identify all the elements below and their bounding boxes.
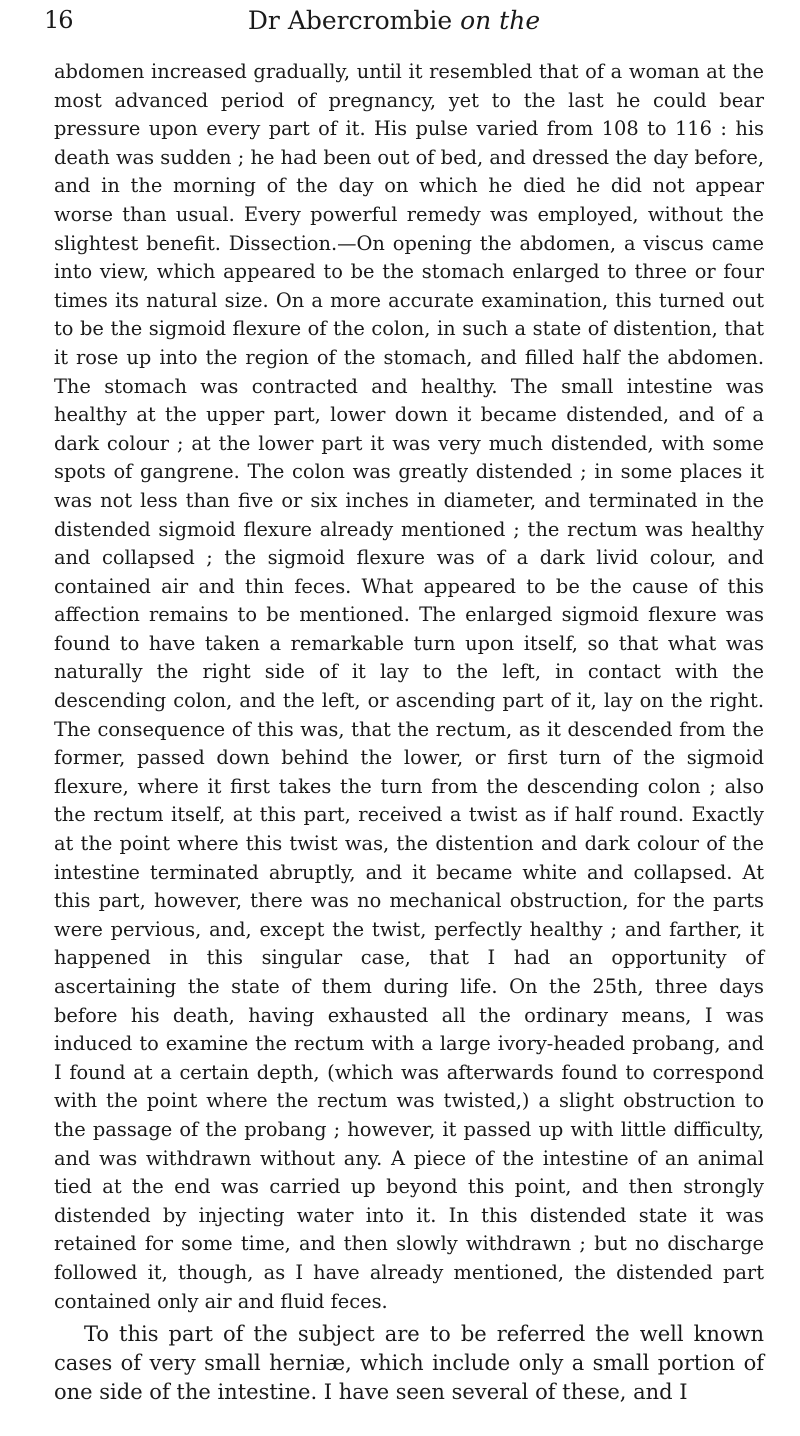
paragraph: To this part of the subject are to be referred the well known cases of very small herniæ, which include only a small portion of one side of the intestine. I have seen several of these, and I xyxy=(54,1322,764,1405)
running-title xyxy=(44,6,744,35)
page-number: 16 xyxy=(44,6,73,34)
page-header xyxy=(44,6,744,46)
body-text xyxy=(54,58,764,1407)
paragraph: abdomen increased gradually, until it resembled that of a woman at the most advanced period of pregnancy, yet to the last he could bear pressure upon every part of it. His pulse varied from 108 to 116 : his death was sudden ; he had been out of bed, and dressed the day before, and in the morning of the day on which he died he did not appear worse than usual. Every powerful remedy was employed, without the slightest benefit. Dissection.—On opening the abdomen, a viscus came into view, which appeared to be the stomach enlarged to three or four times its natural size. On a more accurate examination, this turned out to be the sigmoid flexure of the colon, in such a state of distention, that it rose up into the region of the stomach, and filled half the abdomen. The stomach was contracted and healthy. The small intestine was healthy at the upper part, lower down it became distended, and of a dark colour ; at the lower part it was very much distended, with some spots of gangrene. The colon was greatly distended ; in some places it was not less than five or six inches in diameter, and terminated in the distended sigmoid flexure already mentioned ; the rectum was healthy and collapsed ; the sigmoid flexure was of a dark livid colour, and contained air and thin feces. What appeared to be the cause of this affection remains to be mentioned. The enlarged sigmoid flexure was found to have taken a remarkable turn upon itself, so that what was naturally the right side of it lay to the left, in contact with the descending colon, and the left, or ascending part of it, lay on the right. The consequence of this was, that the rectum, as it descended from the former, passed down behind the lower, or first turn of the sigmoid flexure, where it first takes the turn from the descending colon ; also the rectum itself, at this part, received a twist as if half round. Exactly at the point where this twist was, the distention and dark colour of the intestine terminated abruptly, and it became white and collapsed. At this part, however, there was no mechanical obstruction, for the parts were pervious, and, except the twist, perfectly healthy ; and farther, it happened in this singular case, that I had an opportunity of ascertaining the state of them during life. On the 25th, three days before his death, having exhausted all the ordinary means, I was induced to examine the rectum with a large ivory-headed probang, and I found at a certain depth, (which was afterwards found to correspond with the point where the rectum was twisted,) a slight obstruction to the passage of the probang ; however, it passed up with little difficulty, and was withdrawn without any. A piece of the intestine of an animal tied at the end was carried up beyond this point, and then strongly distended by injecting water into it. In this distended state it was retained for some time, and then slowly withdrawn ; but no discharge followed it, though, as I have already mentioned, the distended part contained only air and fluid feces. xyxy=(54,60,764,1313)
running-title-text: Dr Abercrombie xyxy=(247,6,461,35)
running-title-italic: on the xyxy=(460,6,541,35)
